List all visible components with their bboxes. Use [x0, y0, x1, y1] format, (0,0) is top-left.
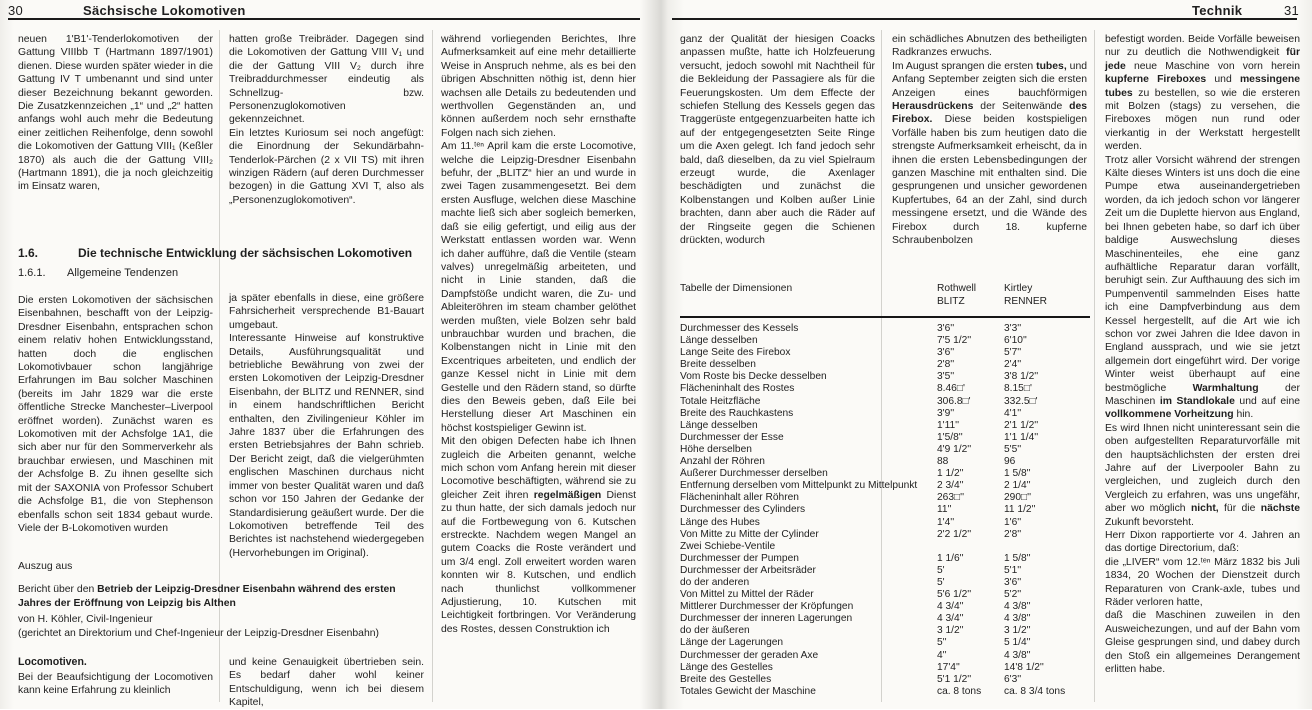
table-cell-value: 11'' [937, 504, 952, 516]
table-cell-value: 4'' [937, 649, 947, 661]
table-row [680, 444, 1090, 456]
paragraph: Trotz aller Vorsicht während der strengen Kälte dieses Winters ist uns doch die eine Pumpe etwa auseinandergetrieben worden, da ich jedoch schon vor längerer Zeit um die Duplette hiervon aus England, bei Ihnen gebeten habe, so darf ich über baldige Auswechslung dieses Maschinenteiles, ehe eine ganz aufhältliche Reparatur daran vorfällt, beruhigt sein. Zur Aufthauung des sich im Pumpenventil sammelnden Eises hatte ich eine Dampfverbindung aus dem Kessel hergestellt, auf die Art wie ich schon vor zwei Jahren die Idee davon in England aussprach, und wie sie jetzt allgemein dort eingeführt wird. Der vorige Winter weist überhaupt auf eine bestmögliche Warmhaltung der Maschinen im Standlokale und auf eine vollkommene Vorheitzung hin. [1105, 154, 1300, 421]
table-cell-value: 3'6'' [937, 347, 955, 359]
table-cell-value: 5'7'' [1004, 347, 1022, 359]
table-cell-value: 3'5'' [937, 371, 955, 383]
table-row-label: Vom Roste bis Decke desselben [680, 371, 827, 383]
table-row [680, 541, 1090, 553]
table-row-label: Totale Heitzfläche [680, 395, 761, 407]
loco-col2-text [229, 656, 424, 710]
table-row [680, 480, 1090, 492]
left-col2-top-text [229, 33, 424, 207]
paragraph: Herr Dixon rapportierte vor 4. Jahren an das dortige Directorium, daß: [1105, 530, 1300, 555]
section-title: Die technische Entwicklung der sächsischen Lokomotiven [78, 246, 413, 260]
table-cell-value: 290□'' [1004, 492, 1032, 504]
table-cell-value: ca. 8 3/4 tons [1004, 685, 1066, 697]
table-cell-value [937, 541, 1004, 553]
table-cell-value: 263□'' [937, 492, 965, 504]
table-row [680, 553, 1090, 565]
right-col2-text [892, 33, 1087, 248]
table-row [680, 359, 1090, 371]
table-cell-value: 4 3/4'' [937, 601, 964, 613]
table-row [680, 323, 1090, 335]
table-row-label: Durchmesser des Cylinders [680, 504, 806, 516]
section-number: 1.6. [18, 246, 39, 260]
table-row [680, 613, 1090, 625]
table-rule [680, 316, 1090, 318]
dimensions-table-rows [680, 323, 1090, 698]
table-cell-value: 1 1/6'' [937, 552, 964, 564]
paragraph: daß die Maschinen zuweilen in den Ausweichezungen, und auf der Bahn vom Gleise gesprungen sind, und dabey durch den Stoß ein allgemeines Derangement erlitten habe. [1105, 610, 1300, 676]
paragraph: Ein letztes Kuriosum sei noch angefügt: die Einordnung der Sekundärbahn-Tenderlok-Pärchen (2 x VII TS) mit ihren winzigen Rädern (auf deren Durchmesser bezogen) in die Gattung XVI T, also als „Personenzuglokomotiven“. [229, 127, 424, 206]
table-cell-value: 1'5/8'' [937, 431, 963, 443]
table-row [680, 686, 1090, 698]
table-row-label: do der äußeren [680, 625, 750, 637]
table-row-label: Durchmesser der Pumpen [680, 552, 799, 564]
table-row-label: Zwei Schiebe-Ventile [680, 540, 776, 552]
subsection-number: 1.6.1. [18, 267, 46, 279]
table-cell-value: 4'9 1/2'' [937, 443, 972, 455]
table-cell-value: 5' [937, 564, 945, 576]
table-row [680, 335, 1090, 347]
table-cell-value: 5'' [937, 637, 947, 649]
table-row [680, 601, 1090, 613]
excerpt-addressee: (gerichtet an Direktorium und Chef-Ingenieur der Leipzig-Dresdner Eisenbahn) [18, 628, 379, 639]
table-row-label: Lange Seite des Firebox [680, 347, 791, 359]
paragraph: und keine Genauigkeit übertrieben sein. Es bedarf daher wohl keiner Entschuldigung, wenn ich bei diesem Kapitel, [229, 657, 424, 709]
table-row-label: Von Mittel zu Mittel der Räder [680, 589, 814, 601]
table-cell-value: 4 3/4'' [937, 613, 964, 625]
table-cell-value: 3 1/2'' [937, 625, 964, 637]
table-row-label: Entfernung derselben vom Mittelpunkt zu Mittelpunkt [680, 480, 918, 492]
paragraph: ein schädliches Abnutzen des betheiligten Radkranzes erwuchs. [892, 34, 1087, 59]
paragraph: Es wird Ihnen nicht uninteressant sein die oben aufgestellten Reparaturvorfälle mit den hauptsächlichsten der ersten drei Jahre auf der Liverpooler Bahn zu vergleichen, und zugleich durch den Vergleich zu erfahren, was uns ungefähr, aber wo möglich nicht, für die nächste Zukunft bevorsteht. [1105, 422, 1301, 528]
table-row [680, 396, 1090, 408]
locomotiven-heading: Locomotiven. [18, 656, 87, 668]
left-header-rule [8, 18, 640, 20]
column-divider [432, 30, 433, 702]
table-cell-value: 2 3/4'' [937, 480, 964, 492]
table-cell-value: 8.15□' [1004, 383, 1032, 395]
table-row-label: Äußerer Durchmesser derselben [680, 468, 828, 480]
table-row-label: do der anderen [680, 576, 750, 588]
table-row [680, 517, 1090, 529]
left-col1-top-text [18, 33, 213, 194]
table-cell-value: 1'1 1/4'' [1004, 431, 1039, 443]
table-row-label: Breite des Rauchkastens [680, 407, 794, 419]
table-row [680, 383, 1090, 395]
table-cell-value: 1'6'' [1004, 516, 1022, 528]
excerpt-author: von H. Köhler, Civil-Ingenieur [18, 614, 153, 625]
section-heading [18, 246, 412, 260]
table-cell-value: 8.46□' [937, 383, 965, 395]
table-cell-value: 2'4'' [1004, 359, 1022, 371]
left-col1-mid-text [18, 294, 213, 535]
table-row-label: Flächeninhalt aller Röhren [680, 492, 799, 504]
table-row-label: Länge desselben [680, 419, 758, 431]
subsection-heading [18, 267, 178, 279]
right-col3-text [1105, 33, 1300, 677]
renner-column-header: Kirtley RENNER [1004, 283, 1048, 307]
table-cell-value: 2'1 1/2'' [1004, 419, 1039, 431]
table-cell-value: 1 5/8'' [1004, 552, 1031, 564]
table-row [680, 529, 1090, 541]
table-row [680, 504, 1090, 516]
table-cell-value: 4'1'' [1004, 407, 1022, 419]
left-col2-mid-text [229, 292, 424, 560]
paragraph: Am 11.ᵗᵉⁿ April kam die erste Locomotive, welche die Leipzig-Dresdner Eisenbahn befuhr, der „BLITZ“ hier an und wurde in zwei Tagen zusammengesetzt. Bei dem ersten Ausfluge, welchen diese Maschine machte ließ sich aber sogleich bemerken, daß sie eilig gefertigt, und eilig aus der Werkstatt entlassen worden war. Wenn ich daher aufführe, daß die Ventile (steam valves) unregelmäßig arbeiteten, und nicht in Linie standen, daß die Dampfstöße undicht waren, die Zu- und Ableiteröhren im steam chamber gelöthet werden mußten, viele Bolzen sehr bald unbrauchbar wurden und brachen, die Kolbenstangen nicht in Linie mit den Excentriques arbeiteten, und endlich der ganze Kessel nicht in Linie mit dem Gestelle und den Rädern stand, so dürfte dies den Beweis geben, daß Eile bei Herstellung dieser Art Maschinen ein höchst kostspieliger Gewinn ist. [441, 141, 636, 434]
blitz-column-header: Rothwell BLITZ [937, 283, 977, 307]
table-row-label: Von Mitte zu Mitte der Cylinder [680, 528, 819, 540]
table-row [680, 625, 1090, 637]
table-cell-value: 5'1 1/2'' [937, 673, 972, 685]
table-cell-value: ca. 8 tons [937, 685, 982, 697]
table-row [680, 492, 1090, 504]
table-row-label: Länge desselben [680, 335, 758, 347]
table-row-label: Durchmesser des Kessels [680, 323, 799, 334]
right-page-number: 31 [1284, 3, 1300, 18]
dimensions-table [680, 283, 1090, 698]
table-row-label: Höhe derselben [680, 443, 752, 455]
paragraph: Mit den obigen Defecten habe ich Ihnen zugleich die Arbeiten genannt, welche mich schon vom Anfang herein mit dieser Locomotive beschäftigten, während sie zu gleicher Zeit ihren regelmäßigen Dienst zu thun hatte, der sich damals jedoch nur auf die Fortbewegung von 6. Kutschen erstreckte. Nachdem wegen Mangel an gutem Coacks die Roste verändert und um 3/4 engl. Zoll erweitert worden waren konnten wir 8. Kutschen, und endlich nach thunlichst vollkommener Adjustierung, 10. Kutschen mit Leichtigkeit fortbringen. Vor Veränderung des Rostes, dessen Construktion ich [441, 436, 636, 635]
table-cell-value: 5'2'' [1004, 589, 1022, 601]
table-row-label: Anzahl der Röhren [680, 456, 765, 468]
table-cell-value: 306.8□' [937, 395, 971, 407]
paragraph: während vorliegenden Berichtes, Ihre Aufmerksamkeit auf eine mehr detaillierte Weise in Anspruch nehme, als es bei den übrigen Abschnitten nöthig ist, denn hier wachsen alle Details zu bedeutenden und werthvollen Gegenständen an, und können außerdem noch sehr ernsthafte Folgen nach sich ziehen. [441, 34, 636, 139]
table-cell-value: 1 1/2'' [937, 468, 964, 480]
table-cell-value: 17'4'' [937, 661, 960, 673]
table-cell-value: 4 3/8'' [1004, 601, 1031, 613]
table-cell-value: 3'8 1/2'' [1004, 371, 1039, 383]
dimensions-table-title: Tabelle der Dimensionen [680, 283, 793, 294]
dimensions-table-header [680, 283, 1090, 313]
table-row [680, 565, 1090, 577]
table-row [680, 420, 1090, 432]
table-cell-value: 1'4'' [937, 516, 955, 528]
table-row [680, 371, 1090, 383]
paragraph: Im August sprangen die ersten tubes, und Anfang September zeigten sich die ersten Anzeigen eines bauchförmigen Herausdrückens der Seitenwände des Firebox. Diese beiden kostspieligen Vorfälle haben bis zum heutigen dato die strengste Aufmerksamkeit erheischt, da in ihnen die ersten Lebensbedingungen der ganzen Maschine mit enthalten sind. Die gesprungenen und unsicher gewordenen Kupfertubes, 64 an der Zahl, sind durch messingene ersetzt, und die Wände des Firebox durch 18. kupferne Schraubenbolzen [892, 60, 1087, 247]
table-row [680, 589, 1090, 601]
table-row-label: Breite desselben [680, 359, 756, 371]
column-divider [1094, 30, 1095, 702]
table-row-label: Länge des Hubes [680, 516, 760, 528]
table-cell-value: 2'8'' [1004, 528, 1022, 540]
table-row-label: Flächeninhalt des Rostes [680, 383, 795, 395]
table-cell-value: 11 1/2'' [1004, 504, 1036, 516]
table-row-label: Durchmesser der geraden Axe [680, 649, 819, 661]
table-cell-value: 3'3'' [1004, 323, 1022, 334]
table-cell-value: 14'8 1/2'' [1004, 661, 1044, 673]
table-row-label: Länge des Gestelles [680, 661, 773, 673]
table-row [680, 432, 1090, 444]
right-col1-text [680, 33, 875, 248]
excerpt-title-block [18, 583, 426, 610]
paragraph: Bei der Beaufsichtigung der Locomotiven kann keine Erfahrung zu kleinlich [18, 672, 213, 697]
table-row [680, 637, 1090, 649]
table-cell-value: 2'8'' [937, 359, 955, 371]
table-row [680, 577, 1090, 589]
table-cell-value: 4 3/8'' [1004, 649, 1031, 661]
table-row-label: Totales Gewicht der Maschine [680, 685, 816, 697]
table-row [680, 662, 1090, 674]
table-row-label: Durchmesser der Esse [680, 431, 784, 443]
table-cell-value: 6'3'' [1004, 673, 1022, 685]
table-cell-value: 3 1/2'' [1004, 625, 1031, 637]
table-row-label: Durchmesser der Arbeitsräder [680, 564, 816, 576]
table-row [680, 408, 1090, 420]
table-row-label: Breite des Gestelles [680, 673, 772, 685]
table-cell-value: 332.5□' [1004, 395, 1038, 407]
table-cell-value: 96 [1004, 456, 1016, 468]
excerpt-label: Auszug aus [18, 561, 73, 572]
table-cell-value: 2 1/4'' [1004, 480, 1031, 492]
table-cell-value: 3'6'' [937, 323, 955, 334]
table-cell-value: 5 1/4'' [1004, 637, 1031, 649]
loco-col1-text [18, 671, 213, 698]
table-row-label: Mittlerer Durchmesser der Kröpfungen [680, 601, 854, 613]
table-cell-value: 7'5 1/2'' [937, 335, 972, 347]
table-cell-value: 88 [937, 456, 949, 468]
paragraph: Bericht über den Betrieb der Leipzig-Dresdner Eisenbahn während des ersten Jahres der Eröffnung von Leipzig bis Althen [18, 584, 396, 609]
left-page-number: 30 [8, 3, 24, 18]
paragraph: hatten große Treibräder. Dagegen sind die Lokomotiven der Gattung VIII V₁ und die der Gattung VIII V₂ durch ihre Treibraddurchmesser eindeutig als Schnellzug- bzw. Personenzuglokomotiven gekennzeichnet. [229, 34, 424, 126]
table-cell-value: 1 5/8'' [1004, 468, 1031, 480]
table-cell-value: 5'5'' [1004, 443, 1022, 455]
paragraph: befestigt worden. Beide Vorfälle beweisen nur zu deutlich die Nothwendigkeit für jede neue Maschine von vorn herein kupferne Fireboxes und messingene tubes zu bestellen, so wie die ersteren mit Bolzen (stags) zu versehen, die Fireboxes mögen nun rund oder vierkantig in der Werkstatt hergestellt werden. [1105, 34, 1300, 153]
table-cell-value: 6'10'' [1004, 335, 1027, 347]
table-cell-value: 3'6'' [1004, 576, 1022, 588]
table-row-label: Durchmesser der inneren Lagerungen [680, 613, 853, 625]
subsection-title: Allgemeine Tendenzen [67, 267, 179, 279]
table-cell-value [1004, 541, 1090, 553]
table-cell-value: 5' [937, 576, 945, 588]
table-cell-value: 2'2 1/2'' [937, 528, 972, 540]
table-cell-value: 5'1'' [1004, 564, 1022, 576]
left-col3-text [441, 33, 636, 636]
left-page-header-title: Sächsische Lokomotiven [83, 3, 246, 18]
table-row [680, 650, 1090, 662]
paragraph: neuen 1'B1'-Tenderlokomotiven der Gattung VIIIbb T (Hartmann 1897/1901) dienen. Diese wurden später wieder in die Gattung IV T umbenannt und sind unter dieser Bezeichnung bekannt geworden. Die Zusatzkennzeichen „1“ und „2“ hatten anfangs wohl auch mehr die Bedeutung einer zeitlichen Reihenfolge, denn sowohl die Lokomotiven der Gattung VIII₁ (Keßler 1870) als auch die der Gattung VIII₂ (Hartmann 1891), die ja noch gleichzeitig im Einsatz waren, [18, 34, 213, 193]
table-row [680, 674, 1090, 686]
table-row [680, 456, 1090, 468]
table-cell-value: 1'11'' [937, 419, 960, 431]
right-page-header-title: Technik [1192, 3, 1243, 18]
paragraph: ja später ebenfalls in diese, eine größere Fahrsicherheit versprechende B1-Bauart umgebaut. [229, 293, 424, 331]
table-cell-value: 5'6 1/2'' [937, 589, 972, 601]
table-row-label: Länge der Lagerungen [680, 637, 784, 649]
paragraph: Interessante Hinweise auf konstruktive Details, Ausführungsqualität und betriebliche Bewährung von zwei der ersten Lokomotiven der Leipzig-Dresdner Eisenbahn, der BLITZ und RENNER, sind in einem handschriftlichen Bericht enthalten, den Zivilingenieur Köhler im Jahre 1837 über die Erfahrungen des ersten Betriebsjahres der Bahn schrieb. Der Bericht zeigt, daß die vielgerühmten englischen Maschinen durchaus nicht immer von bester Qualität waren und daß schon vor 150 Jahren der Gedanke der Standardisierung geäußert wurde. Der die Lokomotiven betreffende Teil des Berichtes ist nachstehend wiedergegeben (Hervorhebungen im Original). [229, 333, 424, 559]
right-header-rule [672, 18, 1297, 20]
table-cell-value: 3'9'' [937, 407, 955, 419]
paragraph: die „LIVER“ vom 12.ᵗᵉⁿ März 1832 bis Juli 1834, 20 Wochen der Dienstzeit durch Reparaturen von Crank-axle, tubes und Räder verloren hatte, [1105, 556, 1300, 609]
table-cell-value: 4 3/8'' [1004, 613, 1031, 625]
paragraph: ganz der Qualität der hiesigen Coacks anpassen mußte, hatte ich Holzfeuerung versucht, jedoch sowohl mit Nachtheil für die Bekleidung der Passagiere als für die Feuerungskosten. Um dem Effecte der schiefen Stellung des Kessels gegen das Traggerüste entgegenzuarbeiten hatte ich auf der entgegengesetzten Seite Ringe um die Axen gelegt. Ich fand jedoch sehr bald, daß dieselben, da zu viel Spielraum erzeugt wurde, die Axenlager beschädigten und zunächst die Kolbenstangen und Kolben außer Linie brachten, dann aber auch die Räder auf der Ringseite gegen die Schienen drückten, wodurch [680, 34, 875, 247]
table-row [680, 347, 1090, 359]
paragraph: Die ersten Lokomotiven der sächsischen Eisenbahnen, beschafft von der Leipzig-Dresdner Eisenbahn, entsprachen schon einem relativ hohen Entwicklungsstand, hatten doch die englischen Lokomotivbauer schon langjährige Erfahrungen im Bau solcher Maschinen (bereits im Jahr 1829 war die erste öffentliche Strecke Manchester–Liverpool eröffnet worden). Zunächst waren es Lokomotiven mit der Achsfolge 1A1, die sich aber nur für den Sommerverkehr als brauchbar erwiesen, und Maschinen mit der Achsfolge B. Zu ihnen gesellte sich mit der SAXONIA von Professor Schubert die Achsfolge B1, die von Stephenson ebenfalls schon seit 1834 gebaut wurde. Viele der B-Lokomotiven wurden [18, 295, 213, 534]
table-row [680, 468, 1090, 480]
